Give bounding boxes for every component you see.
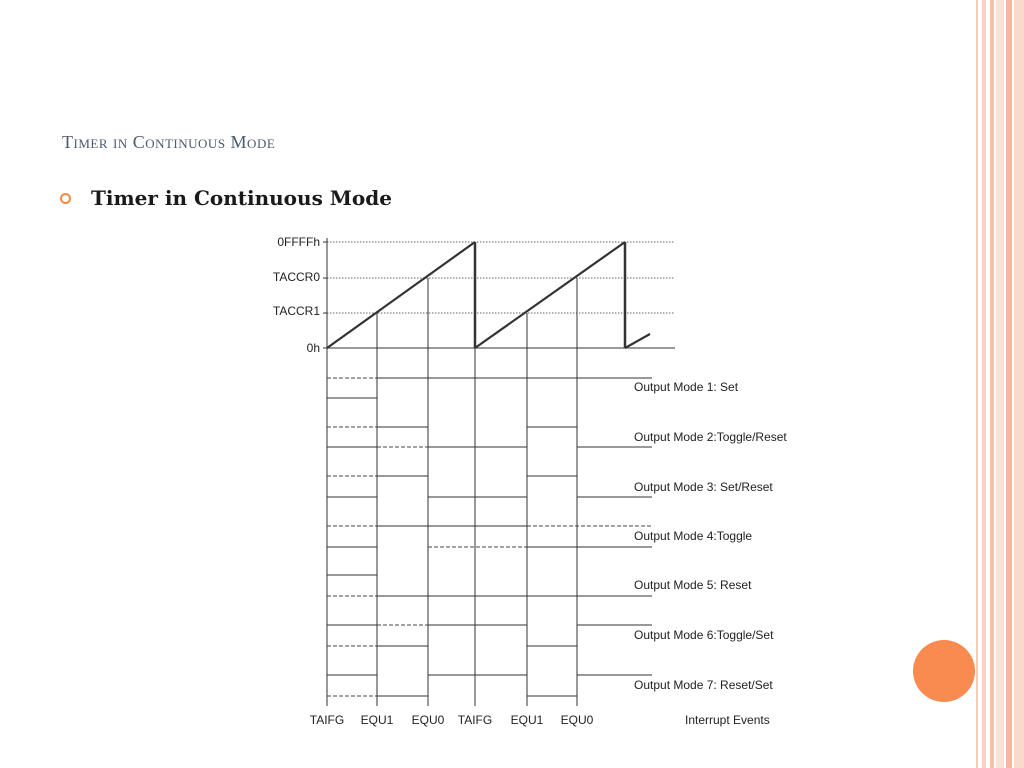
- output-mode-1-label: Output Mode 1: Set: [634, 380, 739, 394]
- event-label-equ1-1: EQU1: [360, 713, 394, 727]
- y-label-0ffffh: 0FFFFh: [277, 235, 320, 249]
- counter-ramp-1: [327, 242, 475, 348]
- output-mode-2-label: Output Mode 2:Toggle/Reset: [634, 430, 787, 444]
- y-label-taccr0: TACCR0: [272, 270, 320, 284]
- output-mode-3-label: Output Mode 3: Set/Reset: [634, 480, 773, 494]
- event-label-equ0-2: EQU0: [560, 713, 594, 727]
- slide-title: Timer in Continuous Mode: [62, 132, 276, 152]
- output-mode-5-label: Output Mode 5: Reset: [634, 578, 752, 592]
- output-mode-6-label: Output Mode 6:Toggle/Set: [634, 628, 774, 642]
- bullet-text: Timer in Continuous Mode: [91, 186, 392, 210]
- event-label-equ1-2: EQU1: [510, 713, 544, 727]
- counter-ramp-2: [475, 242, 625, 348]
- event-label-equ0-1: EQU0: [411, 713, 445, 727]
- event-label-taifg-2: TAIFG: [457, 713, 493, 727]
- interrupt-events-label: Interrupt Events: [685, 713, 770, 727]
- output-mode-7-label: Output Mode 7: Reset/Set: [634, 678, 773, 692]
- counter-ramp-3: [625, 334, 650, 348]
- output-mode-4-label: Output Mode 4:Toggle: [634, 529, 753, 543]
- event-label-taifg-1: TAIFG: [309, 713, 345, 727]
- diagram-lines: [323, 238, 675, 706]
- y-label-taccr1: TACCR1: [272, 304, 320, 318]
- y-label-0h: 0h: [306, 341, 320, 355]
